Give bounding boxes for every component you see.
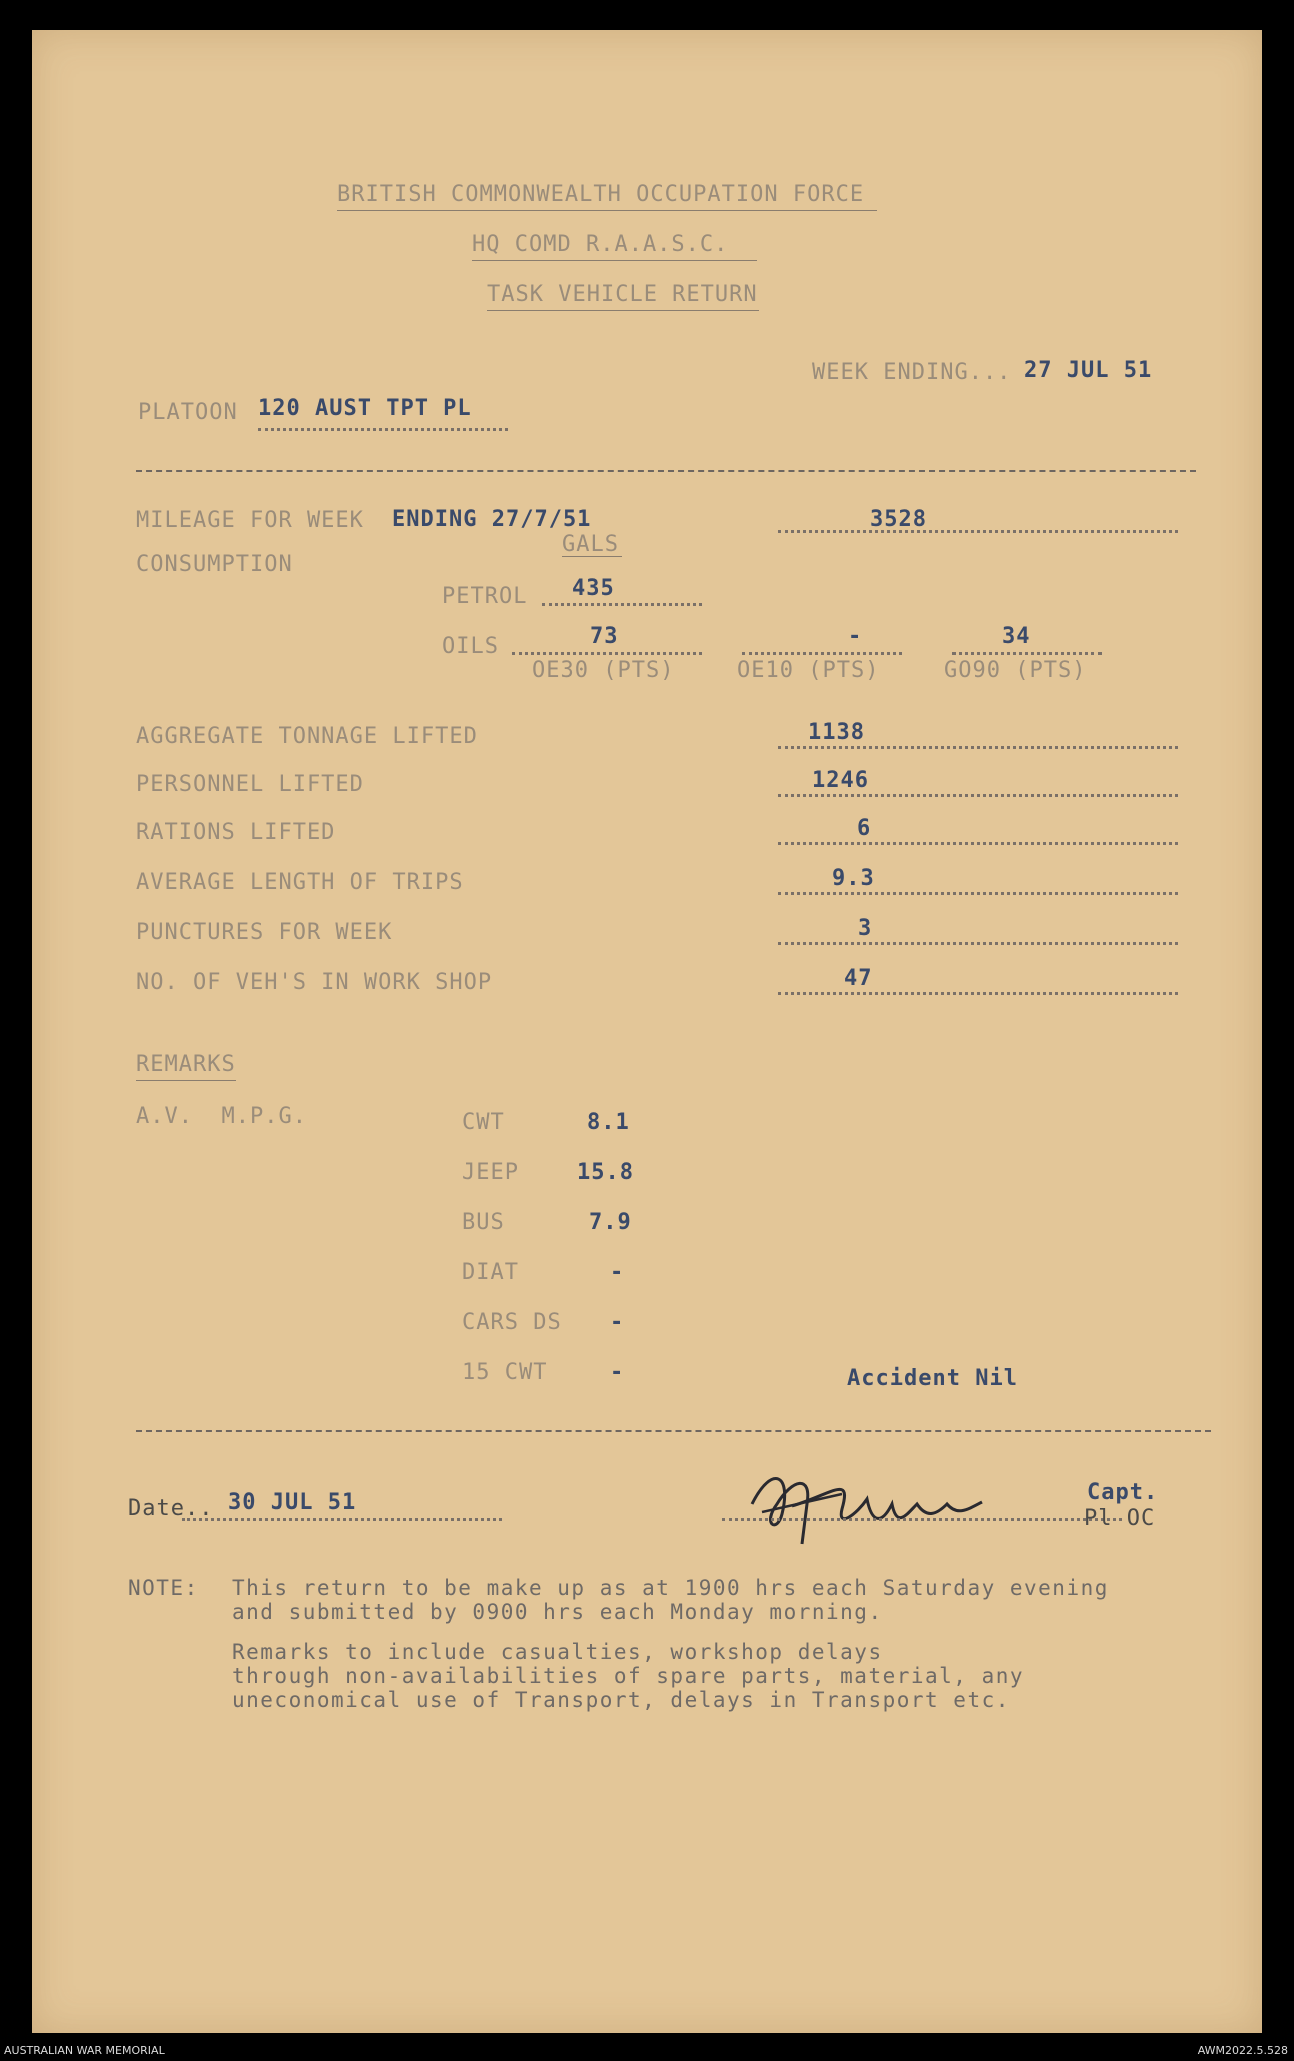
stat-value: 47: [844, 966, 873, 991]
stat-value: 9.3: [832, 866, 875, 891]
avmpg-label: A.V. M.P.G.: [136, 1104, 307, 1129]
oe30-dots: [512, 652, 702, 655]
week-ending-value: 27 JUL 51: [1024, 358, 1153, 383]
mpg-value: 15.8: [577, 1160, 634, 1185]
note-line: uneconomical use of Transport, delays in Transport etc.: [232, 1688, 1010, 1712]
oe10-label: OE10 (PTS): [737, 658, 880, 683]
note-line: through non-availabilities of spare parts, material, any: [232, 1664, 1025, 1688]
remarks-underline: [136, 1080, 236, 1081]
mpg-value: 8.1: [587, 1110, 630, 1135]
petrol-value: 435: [572, 576, 615, 601]
stat-dots: [778, 992, 1178, 995]
oe10-dots: [742, 652, 902, 655]
accident-note: Accident Nil: [847, 1366, 1018, 1391]
vehicle-label: DIAT: [462, 1260, 519, 1285]
top-divider: [136, 470, 1196, 472]
oils-label: OILS: [442, 634, 499, 659]
stat-label: NO. OF VEH'S IN WORK SHOP: [136, 970, 493, 995]
stat-dots: [778, 892, 1178, 895]
note-label: NOTE:: [128, 1576, 199, 1600]
mileage-ending: ENDING 27/7/51: [392, 507, 592, 532]
stat-dots: [778, 794, 1178, 797]
unit-heading: HQ COMD R.A.A.S.C.: [472, 232, 729, 257]
mpg-value: -: [610, 1310, 625, 1335]
gear-label: GO90 (PTS): [944, 658, 1087, 683]
org-heading: BRITISH COMMONWEALTH OCCUPATION FORCE: [337, 182, 865, 207]
title-underline: [487, 310, 759, 311]
consumption-label: CONSUMPTION: [136, 552, 293, 577]
org-underline: [337, 210, 877, 211]
signoff-appointment: Pl OC: [1084, 1506, 1156, 1531]
bottom-divider: [136, 1430, 1211, 1432]
archive-credit: AUSTRALIAN WAR MEMORIAL: [4, 2044, 165, 2057]
note-line: This return to be make up as at 1900 hrs each Saturday evening: [232, 1576, 1109, 1600]
document-title: TASK VEHICLE RETURN: [487, 282, 758, 307]
vehicle-label: BUS: [462, 1210, 505, 1235]
unit-underline: [472, 260, 757, 261]
stat-value: 1138: [808, 720, 865, 745]
mileage-label: MILEAGE FOR WEEK: [136, 508, 364, 533]
stat-value: 6: [857, 816, 872, 841]
platoon-label: PLATOON: [138, 400, 238, 425]
stat-label: PUNCTURES FOR WEEK: [136, 920, 393, 945]
mileage-value: 3528: [870, 507, 927, 532]
archive-reference: AWM2022.5.528: [1197, 2044, 1288, 2057]
note-line: and submitted by 0900 hrs each Monday morning.: [232, 1600, 883, 1624]
vehicle-label: 15 CWT: [462, 1360, 548, 1385]
date-label: Date..: [128, 1496, 214, 1521]
gals-underline: [562, 556, 622, 557]
week-ending-label: WEEK ENDING...: [812, 360, 1012, 385]
vehicle-label: JEEP: [462, 1160, 519, 1185]
mpg-value: -: [610, 1260, 625, 1285]
stat-value: 1246: [812, 768, 869, 793]
gear-dots: [952, 652, 1102, 655]
date-dots: [182, 1518, 502, 1521]
remarks-label: REMARKS: [136, 1052, 236, 1077]
petrol-dots: [542, 603, 702, 606]
stat-label: RATIONS LIFTED: [136, 820, 336, 845]
signoff-rank: Capt.: [1087, 1480, 1159, 1505]
mpg-value: 7.9: [589, 1210, 632, 1235]
vehicle-label: CWT: [462, 1110, 505, 1135]
platoon-value: 120 AUST TPT PL: [258, 396, 472, 421]
document-page: [32, 30, 1262, 2033]
stat-label: PERSONNEL LIFTED: [136, 772, 364, 797]
vehicle-label: CARS DS: [462, 1310, 562, 1335]
gals-label: GALS: [562, 532, 619, 557]
platoon-dots: [258, 428, 508, 431]
signature: [732, 1434, 1032, 1564]
petrol-label: PETROL: [442, 584, 528, 609]
stat-label: AVERAGE LENGTH OF TRIPS: [136, 870, 464, 895]
stat-dots: [778, 746, 1178, 749]
mpg-value: -: [610, 1360, 625, 1385]
oe30-value: 73: [590, 624, 619, 649]
stat-dots: [778, 842, 1178, 845]
stat-label: AGGREGATE TONNAGE LIFTED: [136, 724, 478, 749]
oe30-label: OE30 (PTS): [532, 658, 675, 683]
gear-value: 34: [1002, 624, 1031, 649]
stat-dots: [778, 942, 1178, 945]
mileage-dots: [778, 530, 1178, 533]
date-value: 30 JUL 51: [228, 1490, 357, 1515]
signature-dots: [722, 1518, 1122, 1521]
oe10-value: -: [848, 624, 863, 649]
note-line: Remarks to include casualties, workshop delays: [232, 1640, 883, 1664]
stat-value: 3: [858, 916, 873, 941]
